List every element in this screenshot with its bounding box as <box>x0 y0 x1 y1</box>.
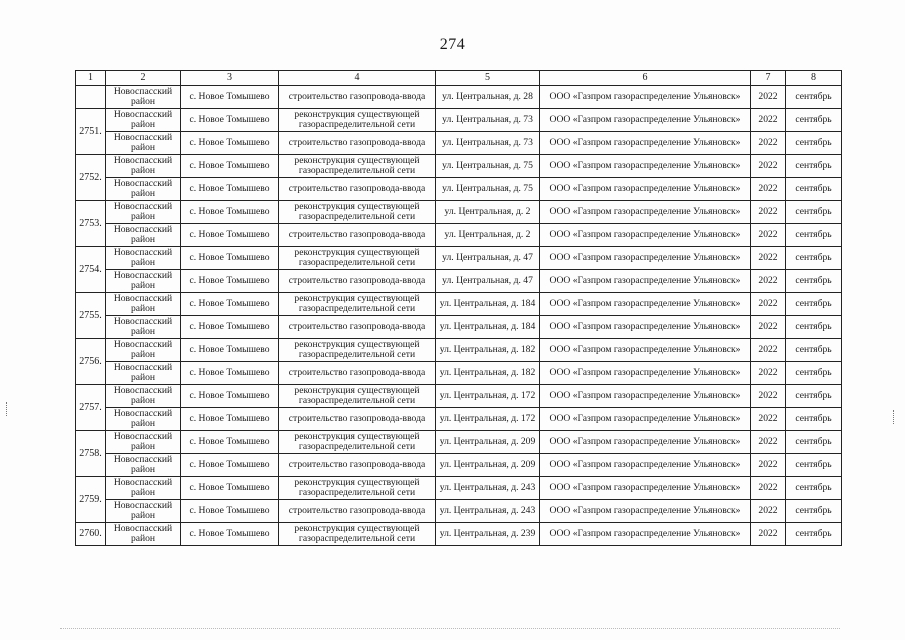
locality-cell: с. Новое Томышево <box>181 270 279 293</box>
year-cell: 2022 <box>751 270 786 293</box>
address-cell: ул. Центральная, д. 73 <box>436 132 540 155</box>
district-cell: Новоспасский район <box>106 155 181 178</box>
scan-artifact-left <box>6 402 11 416</box>
district-cell: Новоспасский район <box>106 293 181 316</box>
year-cell: 2022 <box>751 339 786 362</box>
work-type-cell: реконструкция существующей газораспределительной сети <box>279 523 436 546</box>
address-cell: ул. Центральная, д. 2 <box>436 224 540 247</box>
work-type-cell: реконструкция существующей газораспределительной сети <box>279 247 436 270</box>
month-cell: сентябрь <box>786 408 842 431</box>
row-number-cell: 2760. <box>76 523 106 546</box>
work-type-cell: реконструкция существующей газораспределительной сети <box>279 477 436 500</box>
year-cell: 2022 <box>751 155 786 178</box>
year-cell: 2022 <box>751 408 786 431</box>
table-row <box>76 247 842 270</box>
organization-cell: ООО «Газпром газораспределение Ульяновск» <box>540 362 751 385</box>
work-type-cell: строительство газопровода-ввода <box>279 316 436 339</box>
organization-cell: ООО «Газпром газораспределение Ульяновск» <box>540 132 751 155</box>
year-cell: 2022 <box>751 224 786 247</box>
year-cell: 2022 <box>751 86 786 109</box>
work-type-cell: строительство газопровода-ввода <box>279 500 436 523</box>
district-cell: Новоспасский район <box>106 339 181 362</box>
organization-cell: ООО «Газпром газораспределение Ульяновск» <box>540 339 751 362</box>
month-cell: сентябрь <box>786 155 842 178</box>
year-cell: 2022 <box>751 362 786 385</box>
month-cell: сентябрь <box>786 247 842 270</box>
work-type-cell: реконструкция существующей газораспределительной сети <box>279 339 436 362</box>
row-number-cell: 2758. <box>76 431 106 477</box>
address-cell: ул. Центральная, д. 239 <box>436 523 540 546</box>
address-cell: ул. Центральная, д. 209 <box>436 431 540 454</box>
column-header: 2 <box>106 71 181 86</box>
district-cell: Новоспасский район <box>106 500 181 523</box>
district-cell: Новоспасский район <box>106 109 181 132</box>
month-cell: сентябрь <box>786 109 842 132</box>
locality-cell: с. Новое Томышево <box>181 224 279 247</box>
table-row <box>76 155 842 178</box>
address-cell: ул. Центральная, д. 184 <box>436 293 540 316</box>
year-cell: 2022 <box>751 293 786 316</box>
month-cell: сентябрь <box>786 86 842 109</box>
district-cell: Новоспасский район <box>106 270 181 293</box>
work-type-cell: реконструкция существующей газораспределительной сети <box>279 109 436 132</box>
district-cell: Новоспасский район <box>106 178 181 201</box>
locality-cell: с. Новое Томышево <box>181 385 279 408</box>
district-cell: Новоспасский район <box>106 431 181 454</box>
row-number-cell: 2757. <box>76 385 106 431</box>
organization-cell: ООО «Газпром газораспределение Ульяновск» <box>540 431 751 454</box>
month-cell: сентябрь <box>786 477 842 500</box>
year-cell: 2022 <box>751 178 786 201</box>
table-row <box>76 293 842 316</box>
address-cell: ул. Центральная, д. 47 <box>436 247 540 270</box>
table-row <box>76 201 842 224</box>
address-cell: ул. Центральная, д. 182 <box>436 339 540 362</box>
year-cell: 2022 <box>751 523 786 546</box>
address-cell: ул. Центральная, д. 2 <box>436 201 540 224</box>
year-cell: 2022 <box>751 109 786 132</box>
header-row <box>76 71 842 86</box>
address-cell: ул. Центральная, д. 73 <box>436 109 540 132</box>
district-cell: Новоспасский район <box>106 224 181 247</box>
work-type-cell: реконструкция существующей газораспределительной сети <box>279 155 436 178</box>
organization-cell: ООО «Газпром газораспределение Ульяновск» <box>540 224 751 247</box>
work-type-cell: строительство газопровода-ввода <box>279 178 436 201</box>
district-cell: Новоспасский район <box>106 132 181 155</box>
locality-cell: с. Новое Томышево <box>181 132 279 155</box>
address-cell: ул. Центральная, д. 184 <box>436 316 540 339</box>
row-number-cell: 2752. <box>76 155 106 201</box>
locality-cell: с. Новое Томышево <box>181 500 279 523</box>
district-cell: Новоспасский район <box>106 86 181 109</box>
address-cell: ул. Центральная, д. 182 <box>436 362 540 385</box>
locality-cell: с. Новое Томышево <box>181 477 279 500</box>
district-cell: Новоспасский район <box>106 201 181 224</box>
work-type-cell: строительство газопровода-ввода <box>279 270 436 293</box>
district-cell: Новоспасский район <box>106 385 181 408</box>
table-row <box>76 316 842 339</box>
table-row <box>76 385 842 408</box>
page-number: 274 <box>439 36 466 53</box>
scan-artifact-bottom <box>60 628 840 630</box>
table-row <box>76 270 842 293</box>
row-number-cell: 2755. <box>76 293 106 339</box>
address-cell: ул. Центральная, д. 209 <box>436 454 540 477</box>
locality-cell: с. Новое Томышево <box>181 293 279 316</box>
year-cell: 2022 <box>751 500 786 523</box>
month-cell: сентябрь <box>786 339 842 362</box>
district-cell: Новоспасский район <box>106 408 181 431</box>
year-cell: 2022 <box>751 132 786 155</box>
scan-artifact-right <box>890 410 894 424</box>
work-type-cell: строительство газопровода-ввода <box>279 454 436 477</box>
organization-cell: ООО «Газпром газораспределение Ульяновск» <box>540 293 751 316</box>
year-cell: 2022 <box>751 385 786 408</box>
locality-cell: с. Новое Томышево <box>181 339 279 362</box>
month-cell: сентябрь <box>786 362 842 385</box>
table-row <box>76 109 842 132</box>
column-header: 4 <box>279 71 436 86</box>
locality-cell: с. Новое Томышево <box>181 454 279 477</box>
month-cell: сентябрь <box>786 431 842 454</box>
table-row <box>76 431 842 454</box>
table-row <box>76 500 842 523</box>
row-number-cell: 2753. <box>76 201 106 247</box>
locality-cell: с. Новое Томышево <box>181 201 279 224</box>
locality-cell: с. Новое Томышево <box>181 178 279 201</box>
work-type-cell: строительство газопровода-ввода <box>279 224 436 247</box>
year-cell: 2022 <box>751 431 786 454</box>
table-row <box>76 86 842 109</box>
month-cell: сентябрь <box>786 224 842 247</box>
organization-cell: ООО «Газпром газораспределение Ульяновск» <box>540 454 751 477</box>
column-header: 5 <box>436 71 540 86</box>
address-cell: ул. Центральная, д. 75 <box>436 155 540 178</box>
table-row <box>76 224 842 247</box>
organization-cell: ООО «Газпром газораспределение Ульяновск» <box>540 500 751 523</box>
address-cell: ул. Центральная, д. 243 <box>436 500 540 523</box>
work-type-cell: строительство газопровода-ввода <box>279 86 436 109</box>
work-type-cell: реконструкция существующей газораспределительной сети <box>279 431 436 454</box>
table-row <box>76 178 842 201</box>
address-cell: ул. Центральная, д. 47 <box>436 270 540 293</box>
district-cell: Новоспасский район <box>106 316 181 339</box>
work-type-cell: строительство газопровода-ввода <box>279 362 436 385</box>
address-cell: ул. Центральная, д. 172 <box>436 385 540 408</box>
locality-cell: с. Новое Томышево <box>181 408 279 431</box>
gasification-table <box>75 70 842 546</box>
table-row <box>76 454 842 477</box>
district-cell: Новоспасский район <box>106 477 181 500</box>
table-row <box>76 477 842 500</box>
locality-cell: с. Новое Томышево <box>181 155 279 178</box>
locality-cell: с. Новое Томышево <box>181 316 279 339</box>
table-row <box>76 523 842 546</box>
organization-cell: ООО «Газпром газораспределение Ульяновск» <box>540 385 751 408</box>
table-row <box>76 339 842 362</box>
row-number-cell <box>76 86 106 109</box>
organization-cell: ООО «Газпром газораспределение Ульяновск» <box>540 316 751 339</box>
address-cell: ул. Центральная, д. 172 <box>436 408 540 431</box>
address-cell: ул. Центральная, д. 28 <box>436 86 540 109</box>
organization-cell: ООО «Газпром газораспределение Ульяновск» <box>540 247 751 270</box>
table-row <box>76 408 842 431</box>
year-cell: 2022 <box>751 454 786 477</box>
year-cell: 2022 <box>751 201 786 224</box>
month-cell: сентябрь <box>786 500 842 523</box>
column-header: 8 <box>786 71 842 86</box>
month-cell: сентябрь <box>786 385 842 408</box>
year-cell: 2022 <box>751 247 786 270</box>
locality-cell: с. Новое Томышево <box>181 523 279 546</box>
organization-cell: ООО «Газпром газораспределение Ульяновск» <box>540 408 751 431</box>
district-cell: Новоспасский район <box>106 454 181 477</box>
organization-cell: ООО «Газпром газораспределение Ульяновск» <box>540 109 751 132</box>
table-row <box>76 132 842 155</box>
address-cell: ул. Центральная, д. 75 <box>436 178 540 201</box>
month-cell: сентябрь <box>786 293 842 316</box>
row-number-cell: 2756. <box>76 339 106 385</box>
column-header: 1 <box>76 71 106 86</box>
column-header: 6 <box>540 71 751 86</box>
month-cell: сентябрь <box>786 178 842 201</box>
year-cell: 2022 <box>751 316 786 339</box>
month-cell: сентябрь <box>786 523 842 546</box>
district-cell: Новоспасский район <box>106 247 181 270</box>
organization-cell: ООО «Газпром газораспределение Ульяновск» <box>540 270 751 293</box>
row-number-cell: 2754. <box>76 247 106 293</box>
organization-cell: ООО «Газпром газораспределение Ульяновск» <box>540 523 751 546</box>
work-type-cell: реконструкция существующей газораспределительной сети <box>279 385 436 408</box>
month-cell: сентябрь <box>786 316 842 339</box>
locality-cell: с. Новое Томышево <box>181 247 279 270</box>
month-cell: сентябрь <box>786 132 842 155</box>
locality-cell: с. Новое Томышево <box>181 109 279 132</box>
organization-cell: ООО «Газпром газораспределение Ульяновск» <box>540 155 751 178</box>
month-cell: сентябрь <box>786 454 842 477</box>
organization-cell: ООО «Газпром газораспределение Ульяновск» <box>540 86 751 109</box>
district-cell: Новоспасский район <box>106 523 181 546</box>
month-cell: сентябрь <box>786 201 842 224</box>
organization-cell: ООО «Газпром газораспределение Ульяновск» <box>540 178 751 201</box>
organization-cell: ООО «Газпром газораспределение Ульяновск» <box>540 477 751 500</box>
work-type-cell: реконструкция существующей газораспределительной сети <box>279 201 436 224</box>
work-type-cell: строительство газопровода-ввода <box>279 132 436 155</box>
month-cell: сентябрь <box>786 270 842 293</box>
table-row <box>76 362 842 385</box>
address-cell: ул. Центральная, д. 243 <box>436 477 540 500</box>
row-number-cell: 2759. <box>76 477 106 523</box>
locality-cell: с. Новое Томышево <box>181 86 279 109</box>
locality-cell: с. Новое Томышево <box>181 431 279 454</box>
work-type-cell: строительство газопровода-ввода <box>279 408 436 431</box>
work-type-cell: реконструкция существующей газораспределительной сети <box>279 293 436 316</box>
district-cell: Новоспасский район <box>106 362 181 385</box>
locality-cell: с. Новое Томышево <box>181 362 279 385</box>
organization-cell: ООО «Газпром газораспределение Ульяновск» <box>540 201 751 224</box>
column-header: 7 <box>751 71 786 86</box>
column-header: 3 <box>181 71 279 86</box>
row-number-cell: 2751. <box>76 109 106 155</box>
year-cell: 2022 <box>751 477 786 500</box>
